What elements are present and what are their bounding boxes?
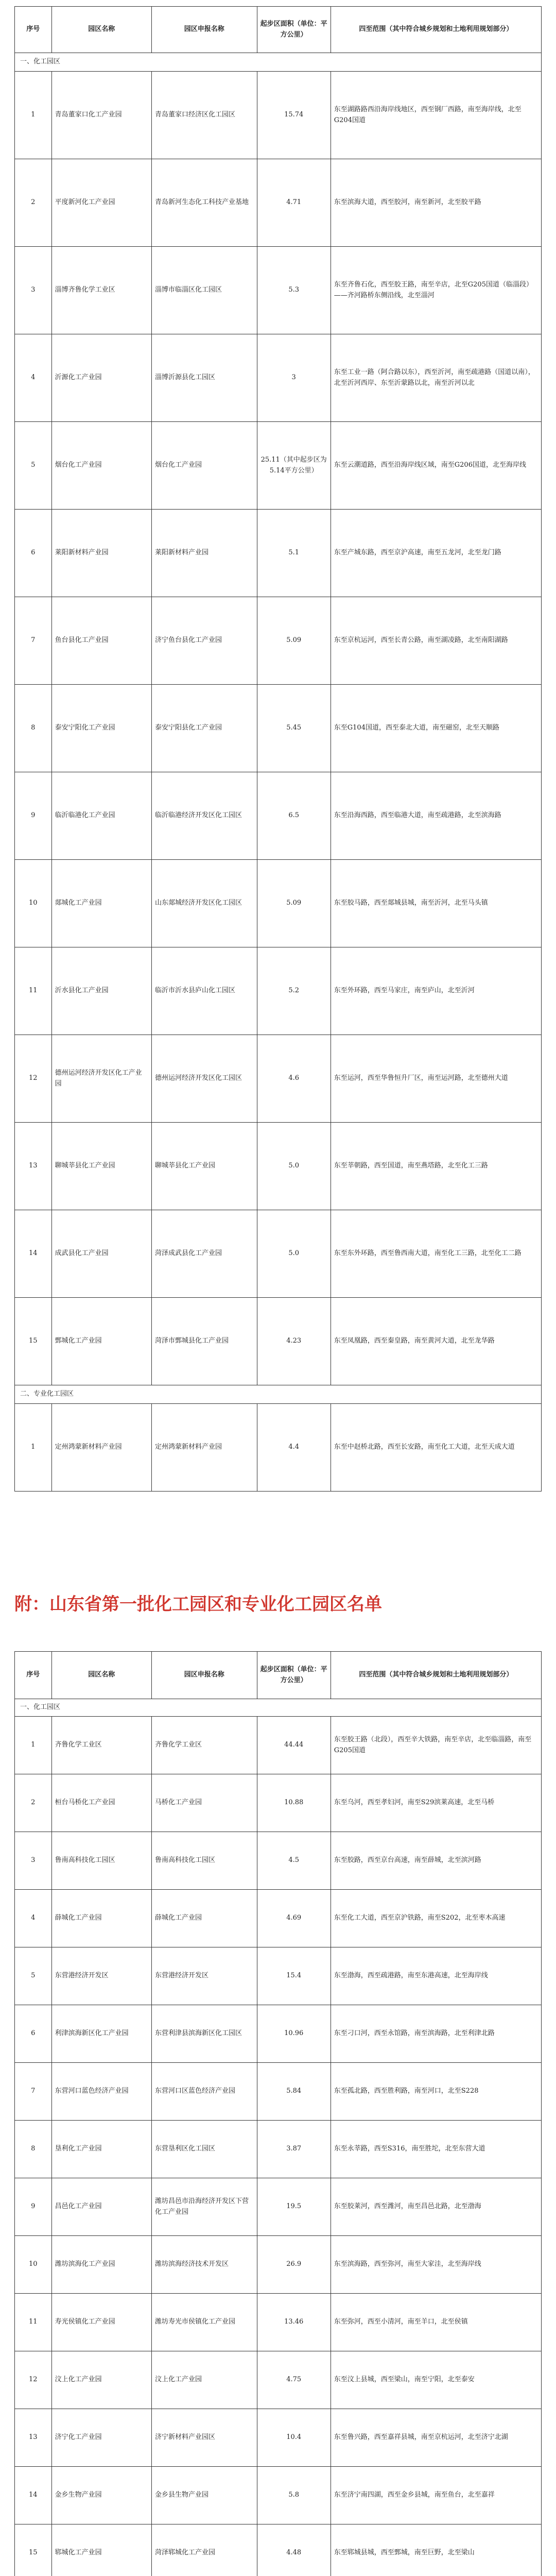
cell-apply: 马桥化工产业园 <box>151 1774 257 1832</box>
cell-name: 郯城化工产业园 <box>51 860 151 947</box>
cell-no: 8 <box>15 2121 52 2178</box>
cell-no: 8 <box>15 685 52 772</box>
cell-no: 12 <box>15 2351 52 2409</box>
cell-area: 15.4 <box>257 1947 331 2005</box>
cell-name: 鱼台县化工产业园 <box>51 597 151 685</box>
cell-apply: 聊城莘县化工产业园 <box>151 1123 257 1210</box>
cell-no: 1 <box>15 72 52 159</box>
cell-name: 鲁南高科技化工园区 <box>51 1832 151 1890</box>
cell-name: 东营河口蓝色经济产业园 <box>51 2063 151 2121</box>
cell-no: 10 <box>15 860 52 947</box>
cell-bounds: 东至云潮道路，西至沿海岸线区域，南至G206国道，北至海岸线 <box>331 422 541 510</box>
cell-apply: 青岛董家口经济区化工园区 <box>151 72 257 159</box>
table-row <box>15 1404 542 1492</box>
cell-name: 汶上化工产业园 <box>51 2351 151 2409</box>
cell-area: 44.44 <box>257 1717 331 1774</box>
cell-bounds: 东至汶上县城，西至梁山，南至宁阳，北至泰安 <box>331 2351 541 2409</box>
cell-name: 东营港经济开发区 <box>51 1947 151 2005</box>
cell-bounds: 东至永莘路，西至S316，南至胜坨，北至东营大道 <box>331 2121 541 2178</box>
cell-area: 19.5 <box>257 2178 331 2236</box>
cell-area: 5.84 <box>257 2063 331 2121</box>
table-row <box>15 1832 542 1890</box>
cell-apply: 济宁鱼台县化工产业园 <box>151 597 257 685</box>
table-row <box>15 422 542 510</box>
cell-no: 9 <box>15 2178 52 2236</box>
cell-bounds: 东至郓城县城，西至鄄城，南至巨野，北至梁山 <box>331 2524 541 2576</box>
cell-no: 13 <box>15 2409 52 2467</box>
cell-area: 5.3 <box>257 247 331 334</box>
table-row <box>15 2524 542 2576</box>
cell-area: 4.23 <box>257 1298 331 1385</box>
cell-area: 4.4 <box>257 1404 331 1492</box>
table-2-body <box>15 1699 542 2576</box>
cell-name: 青岛董家口化工产业园 <box>51 72 151 159</box>
cell-bounds: 东至齐鲁石化，西至胶王路，南至辛店，北至G205国道（临淄段）——齐河路桥东侧沿线，北至淄河 <box>331 247 541 334</box>
cell-area: 4.69 <box>257 1890 331 1947</box>
cell-no: 2 <box>15 1774 52 1832</box>
cell-apply: 淄博沂源县化工园区 <box>151 334 257 422</box>
table-row <box>15 2121 542 2178</box>
table-row <box>15 2294 542 2351</box>
table-row <box>15 2351 542 2409</box>
cell-name: 鄄城化工产业园 <box>51 1298 151 1385</box>
cell-apply: 临沂市沂水县庐山化工园区 <box>151 947 257 1035</box>
cell-apply: 淄博市临淄区化工园区 <box>151 247 257 334</box>
cell-area: 5.2 <box>257 947 331 1035</box>
cell-no: 12 <box>15 1035 52 1123</box>
cell-bounds: 东至滨海路，西至弥河，南至大家洼，北至海岸线 <box>331 2236 541 2294</box>
cell-no: 5 <box>15 1947 52 2005</box>
cell-area: 10.88 <box>257 1774 331 1832</box>
section-row <box>15 53 542 72</box>
cell-area: 5.09 <box>257 597 331 685</box>
table-row <box>15 2063 542 2121</box>
cell-area: 5.8 <box>257 2467 331 2524</box>
table-row <box>15 772 542 860</box>
cell-no: 15 <box>15 2524 52 2576</box>
cell-no: 3 <box>15 1832 52 1890</box>
cell-bounds: 东至莘朝路，西至国道，南至燕塔路，北至化工三路 <box>331 1123 541 1210</box>
table-1-body <box>15 53 542 1492</box>
cell-name: 定州鸿蒙新材料产业园 <box>51 1404 151 1492</box>
cell-no: 11 <box>15 2294 52 2351</box>
cell-bounds: 东至产城东路，西至京沪高速，南至五龙河，北至龙门路 <box>331 510 541 597</box>
cell-apply: 鲁南高科技化工园区 <box>151 1832 257 1890</box>
cell-no: 13 <box>15 1123 52 1210</box>
cell-bounds: 东至胶王路（北段），西至辛大铁路，南至辛店，北至临淄路，南至G205国道 <box>331 1717 541 1774</box>
cell-no: 5 <box>15 422 52 510</box>
cell-bounds: 东至凤凰路，西至秦皇路，南至黄河大道，北至龙华路 <box>331 1298 541 1385</box>
cell-apply: 济宁新材料产业园区 <box>151 2409 257 2467</box>
cell-area: 5.09 <box>257 860 331 947</box>
cell-area: 10.4 <box>257 2409 331 2467</box>
section-row <box>15 1699 542 1717</box>
table-1-header-area: 起步区面积（单位：平方公里） <box>257 7 331 53</box>
table-1 <box>14 6 542 1492</box>
table-row <box>15 1123 542 1210</box>
table-2-header-no: 序号 <box>15 1652 52 1699</box>
section-label: 一、化工园区 <box>15 1699 542 1717</box>
cell-bounds: 东至滨海大道，西至胶河，南至新河，北至胶平路 <box>331 159 541 247</box>
table-row <box>15 1035 542 1123</box>
cell-apply: 青岛新河生态化工科技产业基地 <box>151 159 257 247</box>
cell-name: 垦利化工产业园 <box>51 2121 151 2178</box>
cell-area: 3.87 <box>257 2121 331 2178</box>
table-1-header-row <box>15 7 542 53</box>
cell-apply: 泰安宁阳县化工产业园 <box>151 685 257 772</box>
cell-apply: 东营垦利区化工园区 <box>151 2121 257 2178</box>
table-2-header-name: 园区名称 <box>51 1652 151 1699</box>
cell-bounds: 东至鲁兴路，西至嘉祥县城，南至京杭运河，北至济宁北湖 <box>331 2409 541 2467</box>
cell-bounds: 东至化工大道，西至京沪铁路，南至S202，北至枣木高速 <box>331 1890 541 1947</box>
cell-apply: 烟台化工产业园 <box>151 422 257 510</box>
table-row <box>15 2005 542 2063</box>
cell-bounds: 东至湖路路西沿海岸线地区，西至钢厂西路，南至海岸线，北至G204国道 <box>331 72 541 159</box>
cell-area: 5.0 <box>257 1123 331 1210</box>
cell-bounds: 东至渤海，西至疏港路，南至东港高速，北至海岸线 <box>331 1947 541 2005</box>
cell-area: 25.11（其中起步区为5.14平方公里） <box>257 422 331 510</box>
cell-area: 5.0 <box>257 1210 331 1298</box>
cell-bounds: 东至沿海西路，西至临港大道，南至疏港路，北至滨海路 <box>331 772 541 860</box>
cell-area: 13.46 <box>257 2294 331 2351</box>
table-2 <box>14 1651 542 2576</box>
cell-apply: 德州运河经济开发区化工园区 <box>151 1035 257 1123</box>
table-1-container <box>14 6 542 1492</box>
cell-name: 寿光侯镇化工产业园 <box>51 2294 151 2351</box>
table-row <box>15 1298 542 1385</box>
table-row <box>15 1890 542 1947</box>
cell-apply: 齐鲁化学工业区 <box>151 1717 257 1774</box>
cell-area: 4.71 <box>257 159 331 247</box>
table-1-header-name: 园区名称 <box>51 7 151 53</box>
cell-name: 莱阳新材料产业园 <box>51 510 151 597</box>
cell-apply: 菏泽成武县化工产业园 <box>151 1210 257 1298</box>
cell-bounds: 东至胶马路，西至郯城县城，南至沂河，北至马头镇 <box>331 860 541 947</box>
page-heading: 附：山东省第一批化工园区和专业化工园区名单 <box>14 1594 382 1615</box>
table-1-header-no: 序号 <box>15 7 52 53</box>
cell-name: 聊城莘县化工产业园 <box>51 1123 151 1210</box>
cell-no: 4 <box>15 1890 52 1947</box>
cell-name: 利津滨海新区化工产业园 <box>51 2005 151 2063</box>
table-row <box>15 72 542 159</box>
section-label: 二、专业化工园区 <box>15 1385 542 1404</box>
cell-apply: 临沂临港经济开发区化工园区 <box>151 772 257 860</box>
cell-apply: 东营港经济开发区 <box>151 1947 257 2005</box>
cell-name: 成武县化工产业园 <box>51 1210 151 1298</box>
cell-name: 沂源化工产业园 <box>51 334 151 422</box>
table-row <box>15 1774 542 1832</box>
cell-name: 济宁化工产业园 <box>51 2409 151 2467</box>
table-2-header-area: 起步区面积（单位：平方公里） <box>257 1652 331 1699</box>
cell-apply: 东营利津县滨海新区化工园区 <box>151 2005 257 2063</box>
cell-apply: 东营河口区蓝色经济产业园 <box>151 2063 257 2121</box>
cell-bounds: 东至胶莱河，西至潍河，南至昌邑北路，北至渤海 <box>331 2178 541 2236</box>
cell-name: 金乡生物产业园 <box>51 2467 151 2524</box>
cell-no: 15 <box>15 1298 52 1385</box>
cell-apply: 潍坊寿光市侯镇化工产业园 <box>151 2294 257 2351</box>
cell-no: 7 <box>15 597 52 685</box>
cell-name: 德州运河经济开发区化工产业园 <box>51 1035 151 1123</box>
table-row <box>15 2409 542 2467</box>
cell-name: 齐鲁化学工业区 <box>51 1717 151 1774</box>
cell-area: 3 <box>257 334 331 422</box>
cell-no: 14 <box>15 2467 52 2524</box>
cell-apply: 金乡县生物产业园 <box>151 2467 257 2524</box>
table-row <box>15 1947 542 2005</box>
cell-bounds: 东至工业一路（阿合路以东），西至沂河，南至疏港路（国道以南），北至沂河西岸、东至沂蒙路以北，南至沂河以北 <box>331 334 541 422</box>
cell-apply: 薛城化工产业园 <box>151 1890 257 1947</box>
cell-bounds: 东至孤北路，西至胜利路，南至河口，北至S228 <box>331 2063 541 2121</box>
cell-apply: 菏泽市鄄城县化工产业园 <box>151 1298 257 1385</box>
table-1-header-bounds: 四至范围（其中符合城乡规划和土地利用规划部分） <box>331 7 541 53</box>
cell-no: 1 <box>15 1404 52 1492</box>
cell-no: 11 <box>15 947 52 1035</box>
cell-no: 14 <box>15 1210 52 1298</box>
cell-no: 3 <box>15 247 52 334</box>
cell-area: 4.48 <box>257 2524 331 2576</box>
table-row <box>15 597 542 685</box>
cell-bounds: 东至运河，西至华鲁恒升厂区，南至运河路，北至德州大道 <box>331 1035 541 1123</box>
cell-name: 潍坊滨海化工产业园 <box>51 2236 151 2294</box>
table-row <box>15 510 542 597</box>
cell-apply: 莱阳新材料产业园 <box>151 510 257 597</box>
cell-apply: 汶上化工产业园 <box>151 2351 257 2409</box>
cell-area: 5.1 <box>257 510 331 597</box>
cell-area: 5.45 <box>257 685 331 772</box>
cell-bounds: 东至中赵桥北路，西至长安路，南至化工大道，北至天成大道 <box>331 1404 541 1492</box>
cell-no: 6 <box>15 2005 52 2063</box>
cell-bounds: 东至东外环路，西至鲁西南大道，南至化工三路，北至化工二路 <box>331 1210 541 1298</box>
cell-no: 10 <box>15 2236 52 2294</box>
cell-no: 6 <box>15 510 52 597</box>
cell-bounds: 东至刁口河，西至永馆路，南至滨海路，北至利津北路 <box>331 2005 541 2063</box>
table-row <box>15 685 542 772</box>
cell-bounds: 东至乌河，西至孝妇河，南至S29滨莱高速，北至马桥 <box>331 1774 541 1832</box>
table-row <box>15 2178 542 2236</box>
section-row <box>15 1385 542 1404</box>
table-2-header-row <box>15 1652 542 1699</box>
cell-name: 薛城化工产业园 <box>51 1890 151 1947</box>
cell-area: 10.96 <box>257 2005 331 2063</box>
table-row <box>15 1717 542 1774</box>
cell-name: 昌邑化工产业园 <box>51 2178 151 2236</box>
table-row <box>15 2236 542 2294</box>
table-row <box>15 1210 542 1298</box>
table-row <box>15 860 542 947</box>
cell-bounds: 东至外环路，西至马家庄，南至庐山，北至沂河 <box>331 947 541 1035</box>
table-2-header-apply: 园区申报名称 <box>151 1652 257 1699</box>
cell-area: 4.5 <box>257 1832 331 1890</box>
cell-no: 1 <box>15 1717 52 1774</box>
cell-area: 15.74 <box>257 72 331 159</box>
cell-bounds: 东至京杭运河，西至长青公路，南至湖凌路，北至南阳湖路 <box>331 597 541 685</box>
table-row <box>15 2467 542 2524</box>
cell-name: 平度新河化工产业园 <box>51 159 151 247</box>
cell-apply: 定州鸿蒙新材料产业园 <box>151 1404 257 1492</box>
cell-bounds: 东至G104国道，西至泰北大道，南至磁窑，北至天顺路 <box>331 685 541 772</box>
cell-name: 桓台马桥化工产业园 <box>51 1774 151 1832</box>
cell-no: 4 <box>15 334 52 422</box>
table-2-header-bounds: 四至范围（其中符合城乡规划和土地利用规划部分） <box>331 1652 541 1699</box>
cell-apply: 潍坊昌邑市沿海经济开发区下营化工产业园 <box>151 2178 257 2236</box>
cell-name: 淄博齐鲁化学工业区 <box>51 247 151 334</box>
table-row <box>15 159 542 247</box>
cell-name: 烟台化工产业园 <box>51 422 151 510</box>
cell-apply: 潍坊滨海经济技术开发区 <box>151 2236 257 2294</box>
cell-bounds: 东至济宁南四湖，西至金乡县城，南至鱼台，北至嘉祥 <box>331 2467 541 2524</box>
cell-name: 沂水县化工产业园 <box>51 947 151 1035</box>
cell-apply: 山东郯城经济开发区化工园区 <box>151 860 257 947</box>
cell-name: 泰安宁阳化工产业园 <box>51 685 151 772</box>
cell-apply: 菏泽郓城化工产业园 <box>151 2524 257 2576</box>
cell-no: 2 <box>15 159 52 247</box>
cell-area: 6.5 <box>257 772 331 860</box>
cell-area: 26.9 <box>257 2236 331 2294</box>
section-label: 一、化工园区 <box>15 53 542 72</box>
cell-no: 7 <box>15 2063 52 2121</box>
cell-no: 9 <box>15 772 52 860</box>
table-2-container <box>14 1651 542 2576</box>
cell-name: 临沂临港化工产业园 <box>51 772 151 860</box>
cell-name: 郓城化工产业园 <box>51 2524 151 2576</box>
cell-area: 4.75 <box>257 2351 331 2409</box>
table-row <box>15 334 542 422</box>
table-1-header-apply: 园区申报名称 <box>151 7 257 53</box>
cell-bounds: 东至弥河，西至小清河，南至羊口，北至侯镇 <box>331 2294 541 2351</box>
table-row <box>15 947 542 1035</box>
cell-bounds: 东至胶路，西至京台高速，南至薛城，北至滨河路 <box>331 1832 541 1890</box>
table-row <box>15 247 542 334</box>
cell-area: 4.6 <box>257 1035 331 1123</box>
